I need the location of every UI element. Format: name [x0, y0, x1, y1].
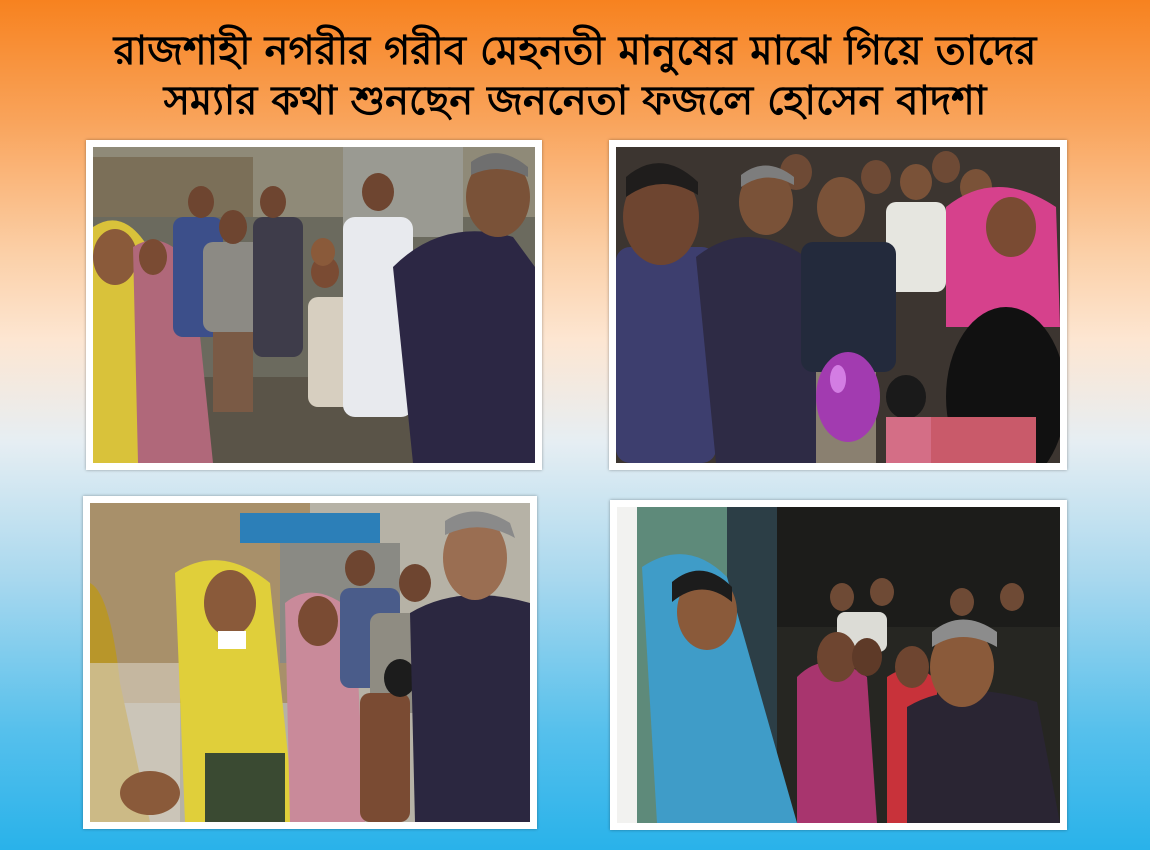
- headline-line-1: রাজশাহী নগরীর গরীব মেহনতী মানুষের মাঝে গিয়ে তাদের: [113, 28, 1037, 74]
- photo-top-left: [86, 140, 542, 470]
- slum-scene-illustration: [93, 147, 535, 463]
- headline-line-2: সম্যার কথা শুনছেন জননেতা ফজলে হোসেন বাদশা: [163, 78, 987, 124]
- women-scene-illustration: [90, 503, 530, 822]
- crowd-scene-illustration: [616, 147, 1060, 463]
- poster-headline: [0, 26, 1150, 126]
- photo-bottom-left: [83, 496, 537, 829]
- doorway-scene-illustration: [617, 507, 1060, 823]
- photo-bottom-right: [610, 500, 1067, 830]
- photo-top-right: [609, 140, 1067, 470]
